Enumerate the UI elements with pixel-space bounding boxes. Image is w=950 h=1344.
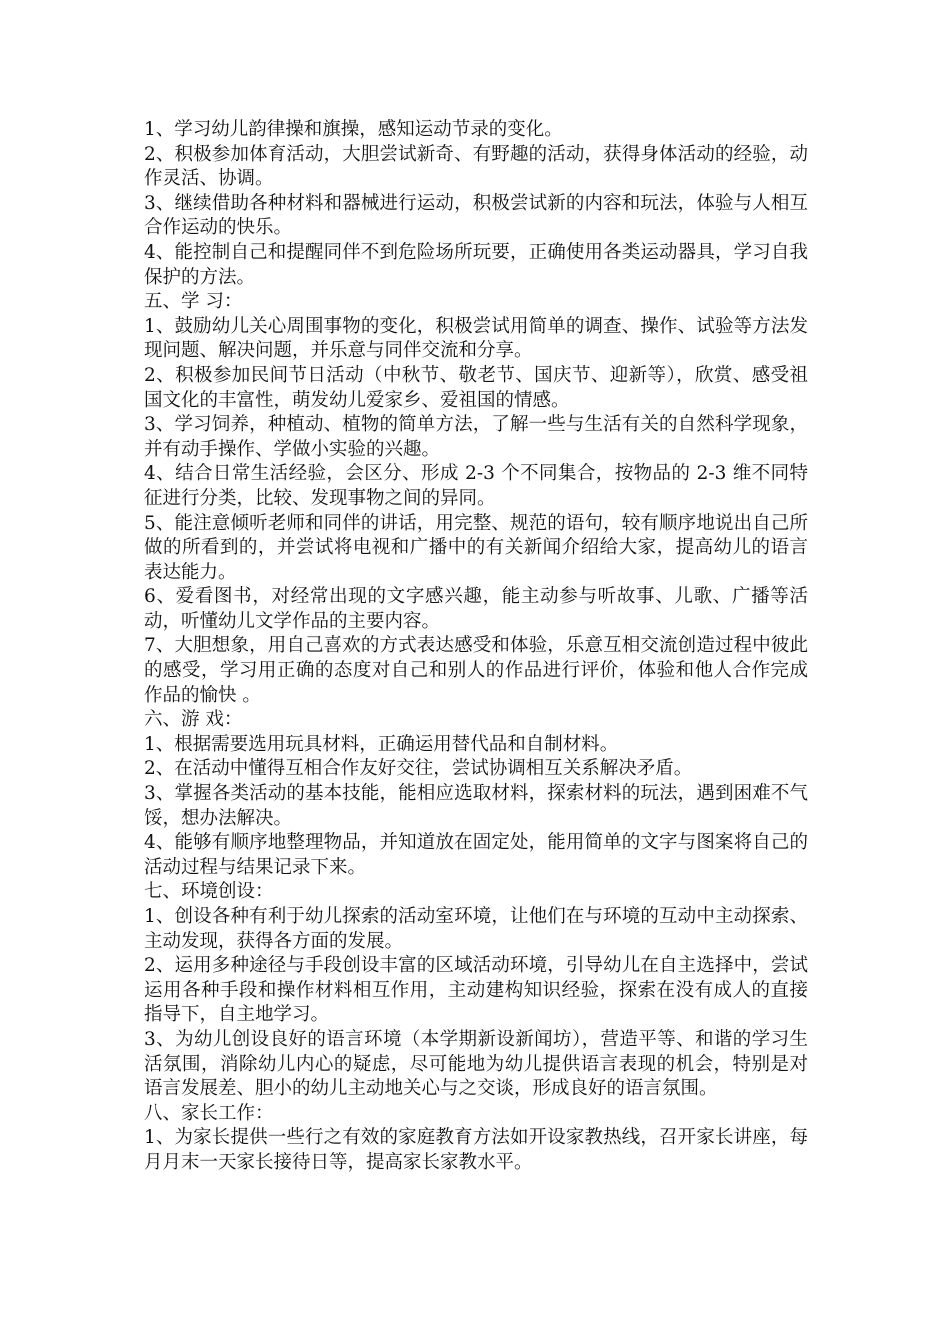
section-heading-environment: 七、环境创设： <box>144 881 274 903</box>
games-item-4: 4、能够有顺序地整理物品，并知道放在固定处，能用简单的文字与图案将自己的活动过程与结果记录下来。 <box>144 832 808 878</box>
environment-item-1: 1、创设各种有利于幼儿探索的活动室环境，让他们在与环境的互动中主动探索、主动发现，获得各方面的发展。 <box>144 906 808 952</box>
pe-item-3: 3、继续借助各种材料和器械进行运动，积极尝试新的内容和玩法，体验与人相互合作运动的快乐。 <box>144 192 808 239</box>
learning-item-7: 7、大胆想象，用自己喜欢的方式表达感受和体验，乐意互相交流创造过程中彼此的感受，学习用正确的态度对自己和别人的作品进行评价，体验和他人合作完成作品的愉快 。 <box>144 635 808 706</box>
learning-item-4: 4、结合日常生活经验，会区分、形成 2-3 个不同集合，按物品的 2-3 维不同特征进行分类，比较、发现事物之间的异同。 <box>144 463 808 509</box>
games-item-1: 1、根据需要选用玩具材料，正确运用替代品和自制材料。 <box>144 733 619 755</box>
learning-item-2: 2、积极参加民间节日活动（中秋节、敬老节、国庆节、迎新等），欣赏、感受祖国文化的丰富性，萌发幼儿爱家乡、爱祖国的情感。 <box>144 364 808 411</box>
section-heading-games: 六、游 戏： <box>144 709 243 731</box>
environment-item-2: 2、运用多种途径与手段创设丰富的区域活动环境，引导幼儿在自主选择中，尝试运用各种手段和操作材料相互作用，主动建构知识经验，探索在没有成人的直接指导下，自主地学习。 <box>144 955 808 1026</box>
pe-item-1: 1、学习幼儿韵律操和旗操，感知运动节录的变化。 <box>144 119 563 140</box>
document-body <box>144 118 808 1176</box>
pe-item-4: 4、能控制自己和提醒同伴不到危险场所玩要，正确使用各类运动器具，学习自我保护的方法。 <box>144 241 808 288</box>
learning-item-6: 6、爱看图书，对经常出现的文字感兴趣，能主动参与听故事、儿歌、广播等活动，听懂幼儿文学作品的主要内容。 <box>144 586 808 632</box>
pe-item-2: 2、积极参加体育活动，大胆尝试新奇、有野趣的活动，获得身体活动的经验，动作灵活、协调。 <box>144 143 808 190</box>
games-item-3: 3、掌握各类活动的基本技能，能相应选取材料，探索材料的玩法，遇到困难不气馁，想办法解决。 <box>144 783 808 829</box>
learning-item-5: 5、能注意倾听老师和同伴的讲话，用完整、规范的语句，较有顺序地说出自己所做的所看到的，并尝试将电视和广播中的有关新闻介绍给大家，提高幼儿的语言表达能力。 <box>144 512 808 583</box>
parents-item-1: 1、为家长提供一些行之有效的家庭教育方法如开设家教热线，召开家长讲座，每月月末一天家长接待日等，提高家长家教水平。 <box>144 1127 808 1173</box>
environment-item-3: 3、为幼儿创设良好的语言环境（本学期新设新闻坊），营造平等、和谐的学习生活氛围，消除幼儿内心的疑虑，尽可能地为幼儿提供语言表现的机会，特别是对语言发展差、胆小的幼儿主动地关心与之交谈，形成良好的语言氛围。 <box>144 1028 808 1100</box>
learning-item-3: 3、学习饲养，种植动、植物的简单方法，了解一些与生活有关的自然科学现象，并有动手操作、学做小实验的兴趣。 <box>144 414 808 460</box>
learning-item-1: 1、鼓励幼儿关心周围事物的变化，积极尝试用简单的调查、操作、试验等方法发现问题、解决问题，并乐意与同伴交流和分享。 <box>144 315 808 362</box>
games-item-2: 2、在活动中懂得互相合作友好交往，尝试协调相互关系解决矛盾。 <box>144 758 693 780</box>
section-heading-parents: 八、家长工作： <box>144 1102 274 1124</box>
section-heading-learning: 五、学 习： <box>144 291 243 313</box>
